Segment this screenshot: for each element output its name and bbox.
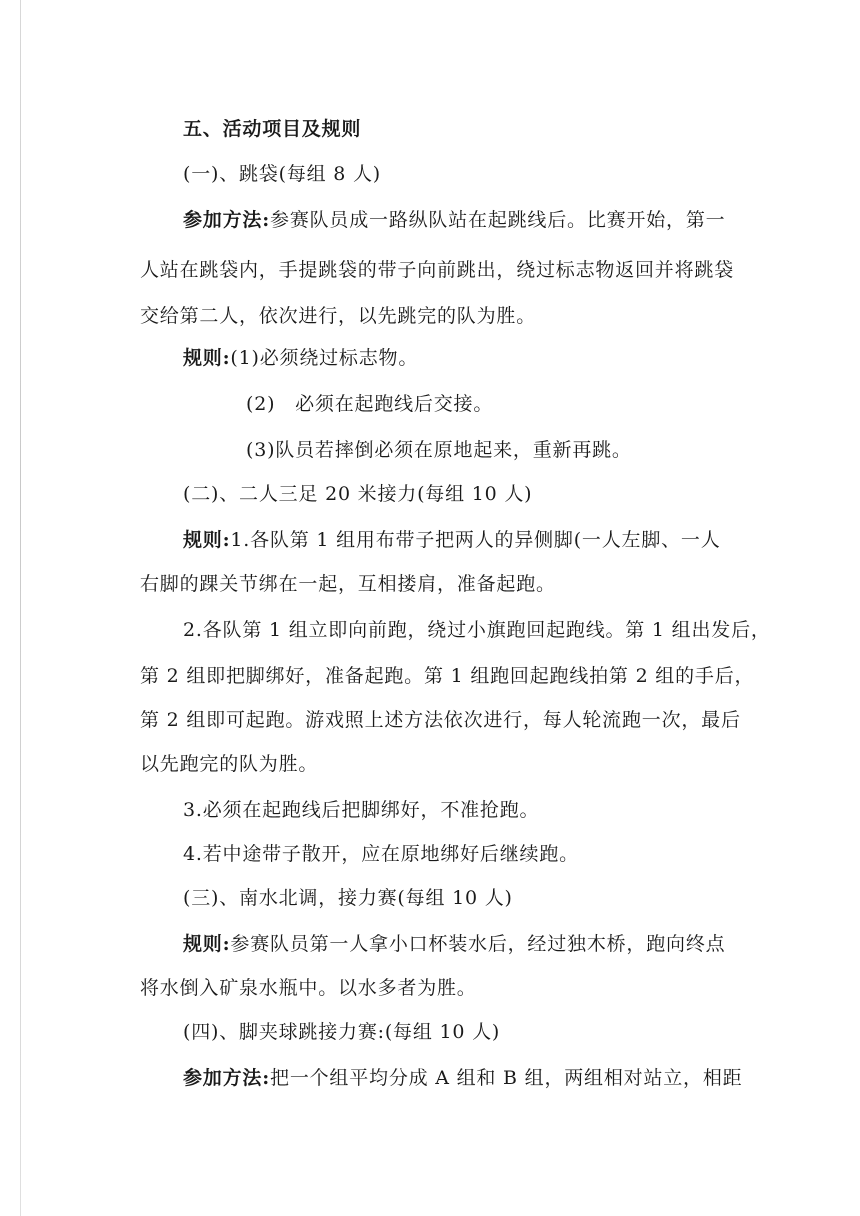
item3-rule-text1: 参赛队员第一人拿小口杯装水后，经过独木桥，跑向终点 — [230, 933, 726, 955]
item2-rules-label: 规则: — [183, 529, 231, 551]
item1-method-line1 — [183, 206, 725, 234]
item4-method-label: 参加方法: — [183, 1067, 271, 1089]
scan-edge-line — [20, 0, 21, 1216]
section-title: 五、活动项目及规则 — [183, 118, 362, 140]
item1-method-line3: 交给第二人，依次进行，以先跳完的队为胜。 — [140, 305, 537, 327]
item4-title: (四)、脚夹球跳接力赛:(每组 10 人) — [183, 1021, 501, 1043]
item1-title: (一)、跳袋(每组 8 人) — [183, 163, 382, 185]
item1-rule1-line — [183, 344, 418, 372]
item2-rule1-text: 1.各队第 1 组用布带子把两人的异侧脚(一人左脚、一人 — [230, 529, 721, 551]
item2-rule1-line1 — [183, 526, 721, 554]
item1-rules-label: 规则: — [183, 347, 231, 369]
item3-rule-line1 — [183, 930, 725, 958]
item1-method-text1: 参赛队员成一路纵队站在起跳线后。比赛开始，第一 — [270, 209, 726, 231]
item1-rule2: (2) 必须在起跑线后交接。 — [246, 393, 494, 415]
item4-method-text1: 把一个组平均分成 A 组和 B 组，两组相对站立，相距 — [270, 1067, 743, 1089]
item3-rule-line2: 将水倒入矿泉水瓶中。以水多者为胜。 — [140, 977, 477, 999]
item4-method-line1 — [183, 1064, 742, 1092]
item2-rule2-line3: 第 2 组即可起跑。游戏照上述方法依次进行，每人轮流跑一次，最后 — [140, 709, 741, 731]
item3-rules-label: 规则: — [183, 933, 231, 955]
item2-rule4: 4.若中途带子散开，应在原地绑好后继续跑。 — [183, 843, 579, 865]
item2-rule2-line2: 第 2 组即把脚绑好，准备起跑。第 1 组跑回起跑线拍第 2 组的手后， — [140, 665, 755, 687]
item3-title: (三)、南水北调，接力赛(每组 10 人) — [183, 887, 513, 909]
item2-rule1-line2: 右脚的踝关节绑在一起，互相搂肩，准备起跑。 — [140, 573, 556, 595]
item1-method-label: 参加方法: — [183, 209, 271, 231]
item1-method-line2: 人站在跳袋内，手提跳袋的带子向前跳出，绕过标志物返回并将跳袋 — [140, 259, 735, 281]
item1-rule1: (1)必须绕过标志物。 — [230, 347, 419, 369]
item2-rule2-line4: 以先跑完的队为胜。 — [140, 753, 319, 775]
item1-rule3: (3)队员若摔倒必须在原地起来，重新再跳。 — [246, 439, 632, 461]
item2-rule3: 3.必须在起跑线后把脚绑好，不准抢跑。 — [183, 799, 540, 821]
item2-rule2-line1: 2.各队第 1 组立即向前跑，绕过小旗跑回起跑线。第 1 组出发后， — [183, 619, 771, 641]
item2-title: (二)、二人三足 20 米接力(每组 10 人) — [183, 483, 533, 505]
